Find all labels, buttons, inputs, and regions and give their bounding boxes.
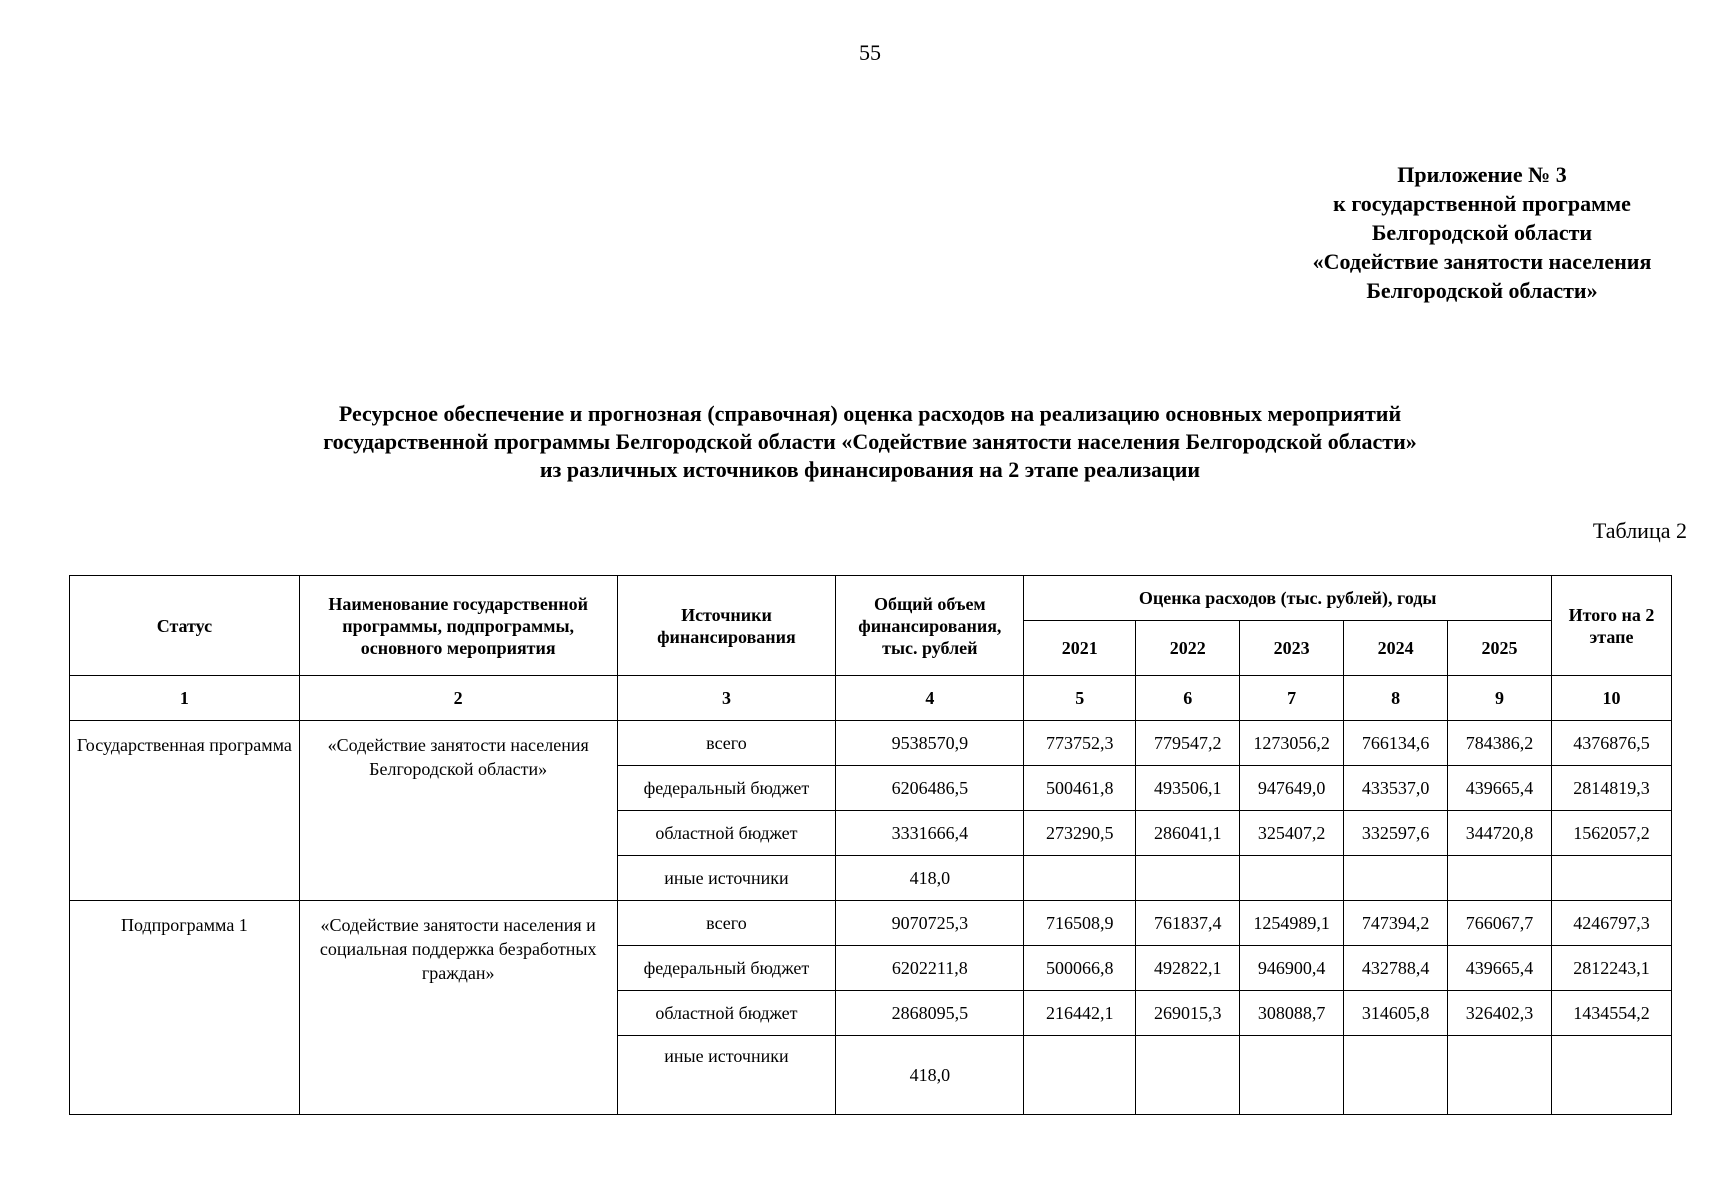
program-name-cell: «Содействие занятости населения Белгородской области» — [299, 721, 617, 901]
year-value-cell — [1448, 856, 1552, 901]
year-value-cell: 766134,6 — [1344, 721, 1448, 766]
source-cell: федеральный бюджет — [617, 946, 836, 991]
status-cell: Государственная программа — [70, 721, 300, 901]
header-status: Статус — [70, 576, 300, 676]
year-value-cell: 216442,1 — [1024, 991, 1136, 1036]
stage-total-cell: 4246797,3 — [1551, 901, 1671, 946]
header-total: Общий объем финансирования, тыс. рублей — [836, 576, 1024, 676]
year-value-cell — [1240, 1036, 1344, 1115]
year-value-cell: 779547,2 — [1136, 721, 1240, 766]
year-value-cell: 269015,3 — [1136, 991, 1240, 1036]
header-year: 2024 — [1344, 621, 1448, 676]
column-number: 6 — [1136, 676, 1240, 721]
stage-total-cell: 1434554,2 — [1551, 991, 1671, 1036]
year-value-cell: 273290,5 — [1024, 811, 1136, 856]
column-number: 3 — [617, 676, 836, 721]
year-value-cell: 492822,1 — [1136, 946, 1240, 991]
year-value-cell: 432788,4 — [1344, 946, 1448, 991]
total-cell: 6202211,8 — [836, 946, 1024, 991]
year-value-cell — [1240, 856, 1344, 901]
table-label: Таблица 2 — [1592, 518, 1687, 543]
header-estimate: Оценка расходов (тыс. рублей), годы — [1024, 576, 1552, 621]
appendix-line: «Содействие занятости населения — [1312, 249, 1652, 274]
stage-total-cell: 1562057,2 — [1551, 811, 1671, 856]
table-row — [70, 901, 1672, 946]
year-value-cell: 439665,4 — [1448, 766, 1552, 811]
year-value-cell: 314605,8 — [1344, 991, 1448, 1036]
year-value-cell: 784386,2 — [1448, 721, 1552, 766]
total-cell: 418,0 — [836, 1036, 1024, 1115]
year-value-cell: 308088,7 — [1240, 991, 1344, 1036]
total-cell: 9538570,9 — [836, 721, 1024, 766]
document-title — [0, 400, 1717, 484]
header-stage-total: Итого на 2 этапе — [1551, 576, 1671, 676]
status-cell: Подпрограмма 1 — [70, 901, 300, 1115]
column-number: 5 — [1024, 676, 1136, 721]
year-value-cell — [1136, 1036, 1240, 1115]
year-value-cell — [1344, 856, 1448, 901]
appendix-line: к государственной программе — [1333, 191, 1631, 216]
title-line: из различных источников финансирования на 2 этапе реализации — [539, 457, 1201, 482]
year-value-cell: 433537,0 — [1344, 766, 1448, 811]
column-number: 1 — [70, 676, 300, 721]
year-value-cell: 325407,2 — [1240, 811, 1344, 856]
column-number-row — [70, 676, 1672, 721]
year-value-cell: 773752,3 — [1024, 721, 1136, 766]
year-value-cell: 716508,9 — [1024, 901, 1136, 946]
year-value-cell: 344720,8 — [1448, 811, 1552, 856]
appendix-heading — [1272, 160, 1692, 305]
year-value-cell: 947649,0 — [1240, 766, 1344, 811]
source-cell: иные источники — [617, 856, 836, 901]
page-number: 55 — [859, 40, 881, 65]
stage-total-cell — [1551, 856, 1671, 901]
header-year: 2022 — [1136, 621, 1240, 676]
appendix-line: Белгородской области» — [1366, 278, 1598, 303]
year-value-cell — [1448, 1036, 1552, 1115]
year-value-cell: 332597,6 — [1344, 811, 1448, 856]
total-cell: 6206486,5 — [836, 766, 1024, 811]
stage-total-cell — [1551, 1036, 1671, 1115]
column-number: 4 — [836, 676, 1024, 721]
year-value-cell — [1344, 1036, 1448, 1115]
source-cell: всего — [617, 721, 836, 766]
header-year: 2025 — [1448, 621, 1552, 676]
title-line: государственной программы Белгородской области «Содействие занятости населения Белгородской области» — [323, 429, 1417, 454]
source-cell: всего — [617, 901, 836, 946]
stage-total-cell: 4376876,5 — [1551, 721, 1671, 766]
column-number: 10 — [1551, 676, 1671, 721]
appendix-line: Приложение № 3 — [1397, 162, 1567, 187]
year-value-cell: 1254989,1 — [1240, 901, 1344, 946]
stage-total-cell: 2814819,3 — [1551, 766, 1671, 811]
column-number: 9 — [1448, 676, 1552, 721]
year-value-cell: 500066,8 — [1024, 946, 1136, 991]
year-value-cell: 326402,3 — [1448, 991, 1552, 1036]
year-value-cell: 439665,4 — [1448, 946, 1552, 991]
total-cell: 3331666,4 — [836, 811, 1024, 856]
year-value-cell: 493506,1 — [1136, 766, 1240, 811]
total-cell: 9070725,3 — [836, 901, 1024, 946]
title-line: Ресурсное обеспечение и прогнозная (справочная) оценка расходов на реализацию основных мероприятий — [338, 401, 1402, 426]
source-cell: областной бюджет — [617, 991, 836, 1036]
year-value-cell: 761837,4 — [1136, 901, 1240, 946]
column-number: 7 — [1240, 676, 1344, 721]
source-cell: иные источники — [617, 1036, 836, 1115]
year-value-cell: 946900,4 — [1240, 946, 1344, 991]
year-value-cell: 747394,2 — [1344, 901, 1448, 946]
year-value-cell — [1136, 856, 1240, 901]
source-cell: областной бюджет — [617, 811, 836, 856]
program-name-cell: «Содействие занятости населения и социальная поддержка безработных граждан» — [299, 901, 617, 1115]
year-value-cell — [1024, 1036, 1136, 1115]
stage-total-cell: 2812243,1 — [1551, 946, 1671, 991]
column-number: 2 — [299, 676, 617, 721]
total-cell: 2868095,5 — [836, 991, 1024, 1036]
header-year: 2023 — [1240, 621, 1344, 676]
year-value-cell: 1273056,2 — [1240, 721, 1344, 766]
header-year: 2021 — [1024, 621, 1136, 676]
year-value-cell — [1024, 856, 1136, 901]
column-number: 8 — [1344, 676, 1448, 721]
source-cell: федеральный бюджет — [617, 766, 836, 811]
appendix-line: Белгородской области — [1371, 220, 1593, 245]
total-cell: 418,0 — [836, 856, 1024, 901]
year-value-cell: 286041,1 — [1136, 811, 1240, 856]
financing-table — [69, 575, 1672, 1115]
year-value-cell: 766067,7 — [1448, 901, 1552, 946]
table-row — [70, 721, 1672, 766]
year-value-cell: 500461,8 — [1024, 766, 1136, 811]
header-sources: Источники финансирования — [617, 576, 836, 676]
header-name: Наименование государственной программы, подпрограммы, основного мероприятия — [299, 576, 617, 676]
